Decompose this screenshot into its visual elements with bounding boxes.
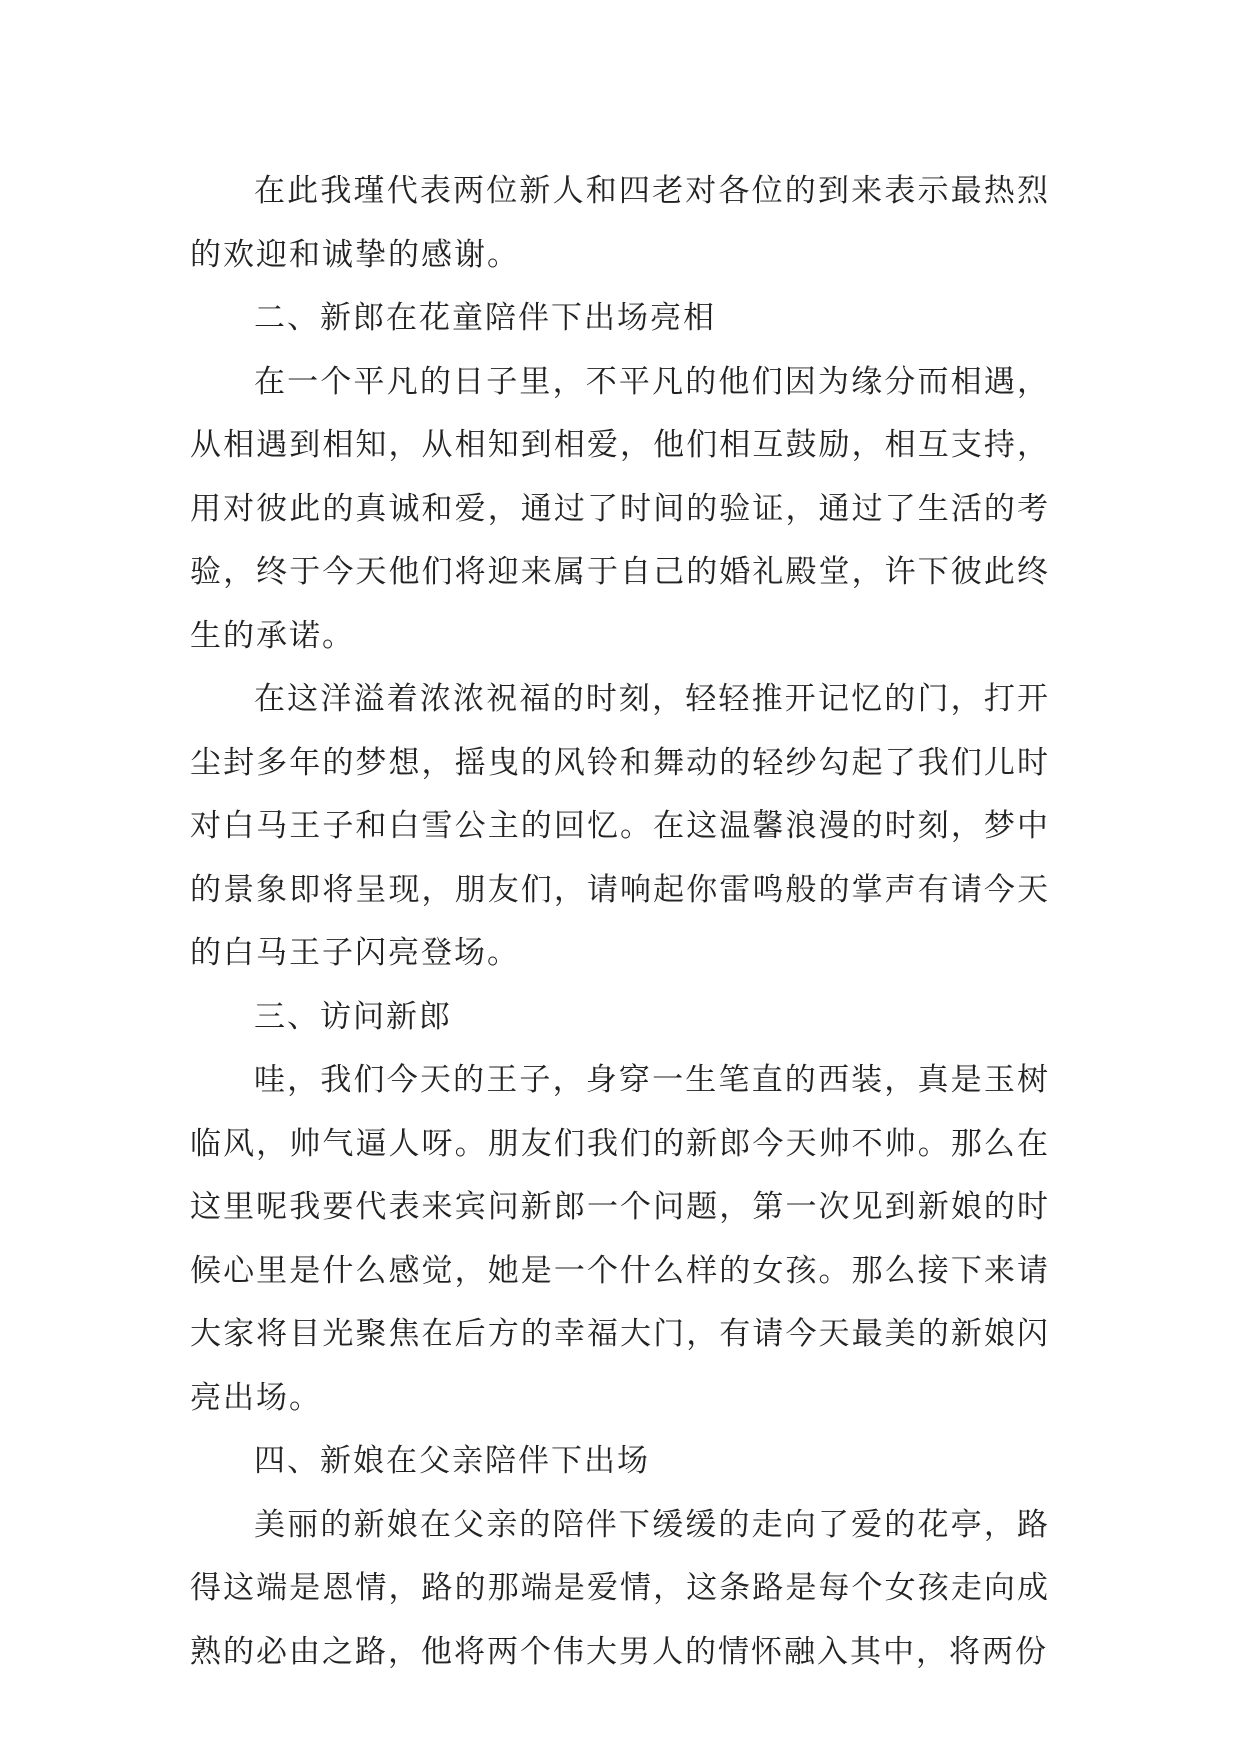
paragraph-bride-walk: 美丽的新娘在父亲的陪伴下缓缓的走向了爱的花亭，路得这端是恩情，路的那端是爱情，这条路是每个女孩走向成熟的必由之路，他将两个伟大男人的情怀融入其中，将两份 [190,1506,1050,1670]
paragraph-groom-interview: 哇，我们今天的王子，身穿一生笔直的西装，真是玉树临风，帅气逼人呀。朋友们我们的新郎今天帅不帅。那么在这里呢我要代表来宾问新郎一个问题，第一次见到新娘的时候心里是什么感觉，她是一个什么样的女孩。那么接下来请大家将目光聚焦在后方的幸福大门，有请今天最美的新娘闪亮出场。 [190,1062,1050,1416]
paragraph-prince-entrance: 在这洋溢着浓浓祝福的时刻，轻轻推开记忆的门，打开尘封多年的梦想，摇曳的风铃和舞动的轻纱勾起了我们儿时对白马王子和白雪公主的回忆。在这温馨浪漫的时刻，梦中的景象即将呈现，朋友们，请响起你雷鸣般的掌声有请今天的白马王子闪亮登场。 [190,681,1050,971]
section-heading-interview-groom: 三、访问新郎 [254,998,452,1035]
paragraph-welcome: 在此我瑾代表两位新人和四老对各位的到来表示最热烈的欢迎和诚挚的感谢。 [190,173,1050,273]
paragraph-meeting-story: 在一个平凡的日子里，不平凡的他们因为缘分而相遇，从相遇到相知，从相知到相爱，他们相互鼓励，相互支持，用对彼此的真诚和爱，通过了时间的验证，通过了生活的考验，终于今天他们将迎来属于自己的婚礼殿堂，许下彼此终生的承诺。 [190,363,1050,654]
document-body [190,160,1050,1684]
section-heading-groom-entrance: 二、新郎在花童陪伴下出场亮相 [254,300,716,336]
section-heading-bride-entrance: 四、新娘在父亲陪伴下出场 [254,1443,650,1479]
